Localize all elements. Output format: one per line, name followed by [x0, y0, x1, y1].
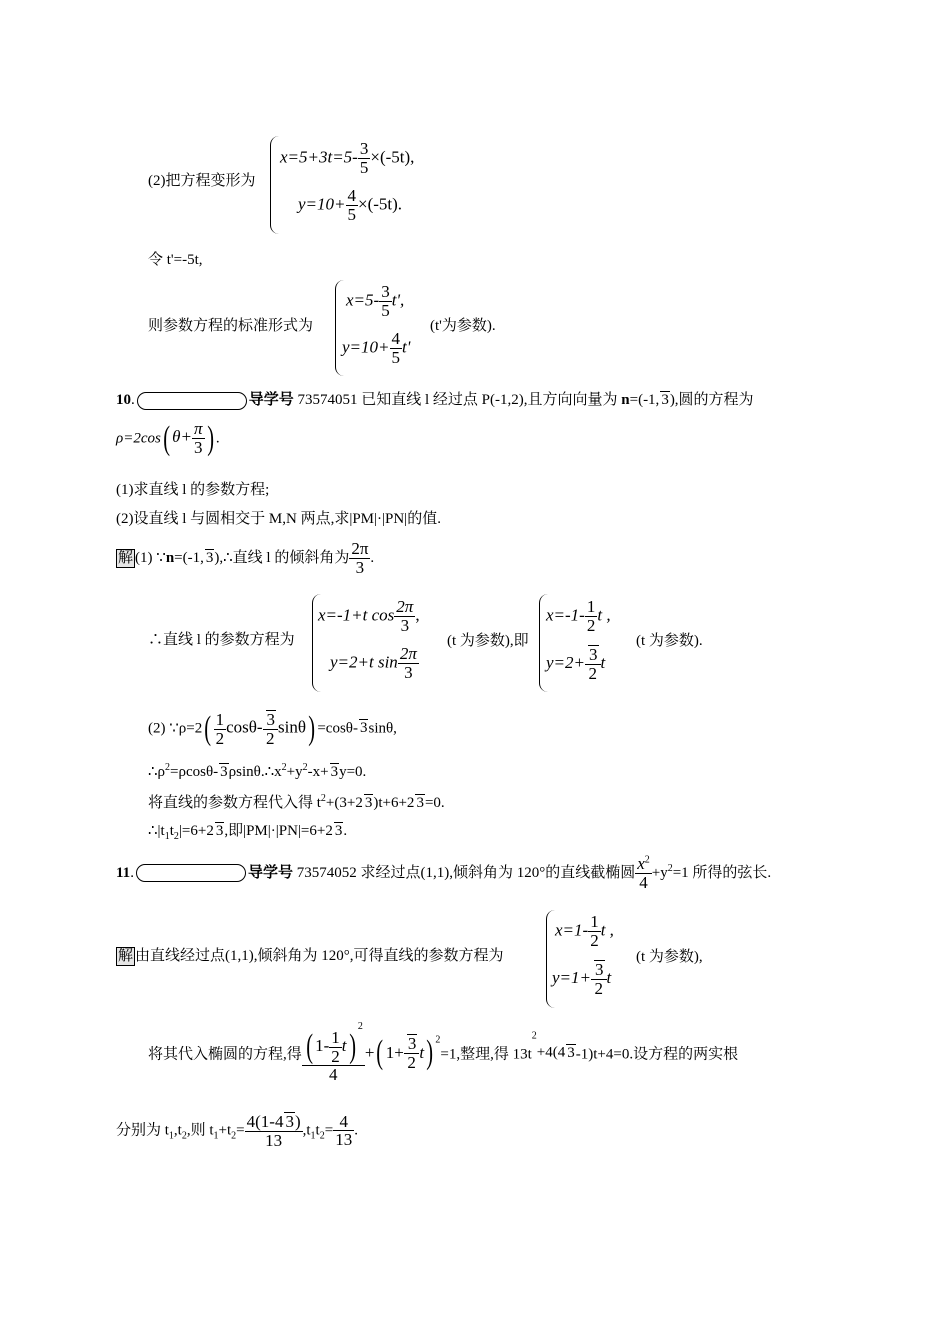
q11-roots: 分别为 $t_1,t_2$,则 $t_1+t_2=$ $\frac{4(1-4 3)}{13}$ $,t_1t_2=$ $\frac{4}{13}$ .	[116, 1111, 358, 1150]
q10-pe3: x=-1- $\frac{1}{2}$ t ,	[546, 597, 611, 635]
q11-pe2: y=1+ $\frac{3}{2}$ t	[552, 960, 612, 998]
q9-std1: x=5- $\frac{3}{5}$ t',	[346, 282, 405, 320]
q10-solution-label: 解	[118, 549, 134, 566]
q9-brace	[270, 136, 279, 234]
q10-answer-box[interactable]	[137, 392, 247, 410]
q9-eq1: x=5+3t=5- $\frac{3}{5}$ ×(-5t),	[280, 139, 415, 177]
q9-let: 令 t'=-5t,	[148, 252, 203, 268]
q11-t-param: (t 为参数),	[636, 949, 703, 965]
q10-part1: (1)求直线 l 的参数方程;	[116, 482, 270, 498]
q9-param-note: (t'为参数).	[430, 318, 496, 334]
q11-pe1: x=1- $\frac{1}{2}$ t ,	[555, 912, 614, 950]
q10-param-intro: ∴直线 l 的参数方程为	[148, 632, 295, 648]
q10-step3: $\therefore\rho^2=\rho\cos\theta-$ $3\rho\sin\theta.\therefore x^2+y^2-x+ 3y=0$.	[148, 762, 367, 780]
q10-sol1: 解 (1) ∵n=(-1, 3),∴直线 l 的倾斜角为 $\frac{2\pi}{3}$ .	[118, 539, 375, 577]
q10-step4: 将直线的参数方程代入得 $t^2+(3+2$ 3)t+6+2 3=0.	[148, 793, 445, 811]
q9-intro: (2)把方程变形为	[148, 173, 256, 189]
q11-substitution: 将其代入椭圆的方程,得 ( 1- $\frac{1}{2}$ t)$^2$ 4 +( 1+ $\frac{3}{2}$ t) $^2$=1,整理,得 $13t^2+4(4$ 3-1)t+4=0.设方程的两实根	[148, 1021, 739, 1085]
q10-pe4: y=2+ $\frac{3}{2}$ t	[546, 645, 606, 683]
q10-pe1: x=-1+t cos $\frac{2\pi}{3}$ ,	[318, 597, 420, 635]
q9-std2: y=10+ $\frac{4}{5}$ t'	[342, 329, 411, 367]
q11-solution-label: 解	[118, 948, 134, 964]
q10-pe2: y=2+t sin $\frac{2\pi}{3}$	[330, 644, 417, 682]
q11-number: 11	[116, 864, 131, 881]
q10-step5: $\therefore|t_1t_2|=6+2$ 3,即|PM|·|PN|=6+2 3.	[148, 823, 348, 842]
q11-answer-box[interactable]	[136, 864, 246, 882]
q11-sol1: 解 由直线经过点(1,1),倾斜角为 120°,可得直线的参数方程为	[118, 948, 504, 964]
q9-eq2: y=10+ $\frac{4}{5}$ ×(-5t).	[298, 186, 403, 224]
q10-part2: (2)设直线 l 与圆相交于 M,N 两点,求|PM|·|PN|的值.	[116, 511, 441, 527]
q10-t-param: (t 为参数),即	[447, 633, 529, 649]
q10-number: 10	[116, 392, 131, 408]
q10-stem: 10. 导学号 73574051 已知直线 l 经过点 P(-1,2),且方向向量为 n=(-1, 3),圆的方程为	[116, 392, 754, 408]
q10-t-param2: (t 为参数).	[636, 633, 703, 649]
q9-standard-intro: 则参数方程的标准形式为	[148, 318, 314, 334]
q11-stem: 11. 导学号 73574052 求经过点(1,1),倾斜角为 120°的直线截椭圆 $\frac{x^2}{4}$ $+y^2=1$ 所得的弦长.	[116, 854, 772, 892]
q10-circle-eq: ρ=2cos( θ+ $\frac{\pi}{3}$ ) .	[116, 419, 220, 458]
q10-step2: (2) ∵ρ=2( $\frac{1}{2}$ cosθ- $\frac{3}{2}$ sinθ) =cosθ- 3sinθ,	[148, 709, 397, 748]
